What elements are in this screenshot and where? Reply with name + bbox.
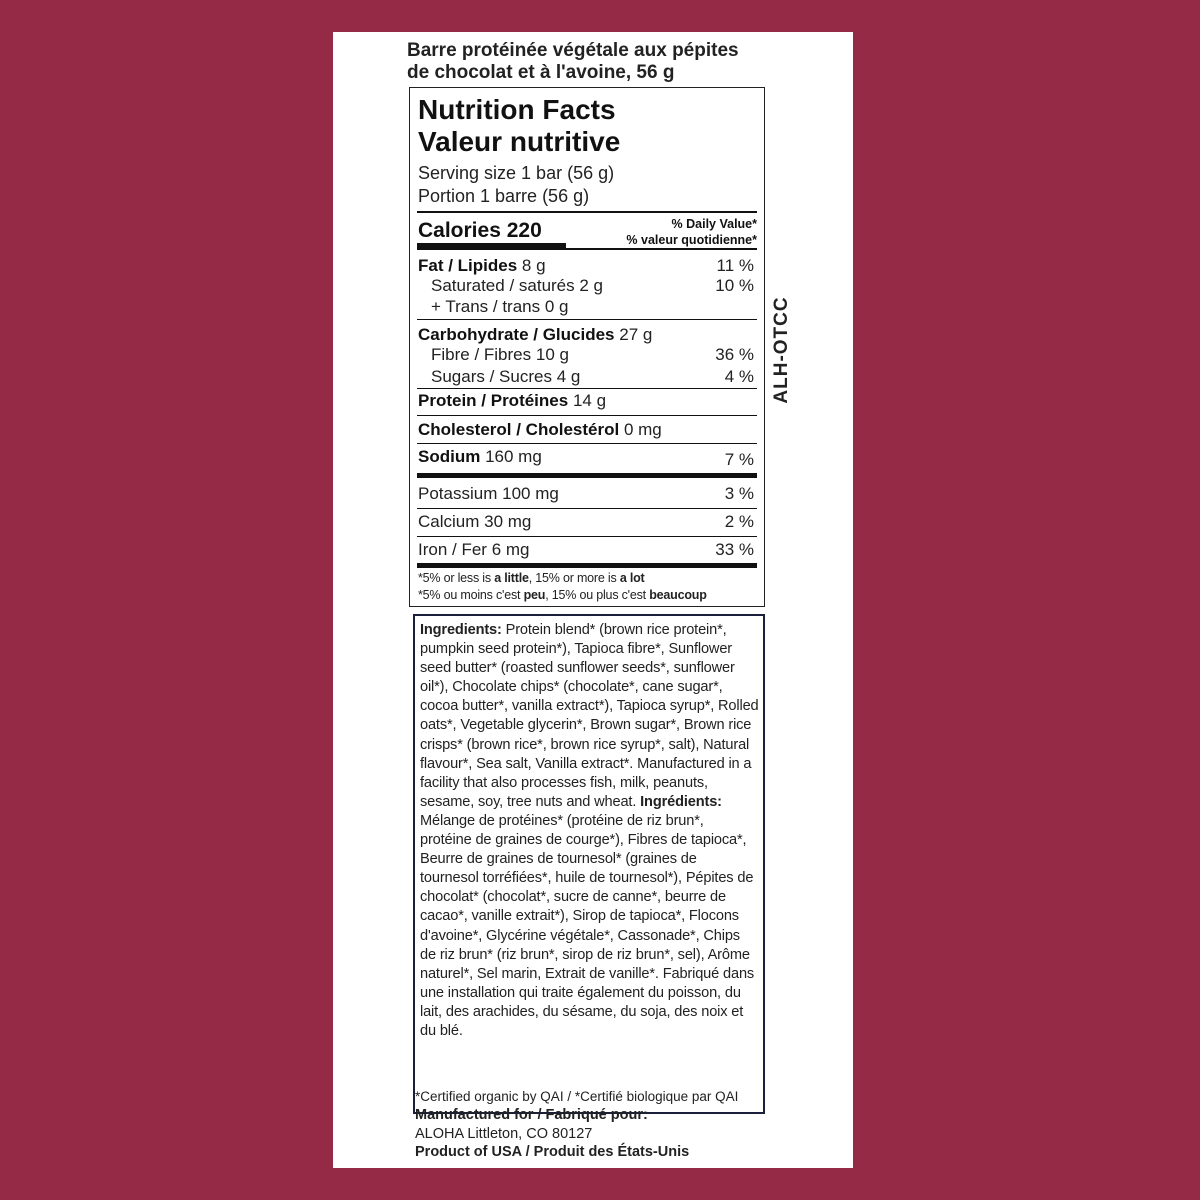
trans-label: + Trans / trans	[431, 297, 541, 316]
ingredients-box	[413, 614, 765, 1114]
saturated-label: Saturated / saturés	[431, 276, 575, 295]
side-code	[767, 290, 797, 410]
cholesterol-label: Cholesterol / Cholestérol	[418, 420, 620, 439]
footnote-en-text: *5% or less is	[418, 571, 495, 585]
sugars-label: Sugars / Sucres	[431, 367, 552, 386]
iron-label: Iron / Fer	[418, 540, 487, 559]
ingredients-label-fr: Ingrédients:	[640, 793, 722, 810]
side-code-text: ALH-OTCC	[771, 296, 792, 404]
potassium-pct: 3 %	[724, 484, 754, 503]
manufacturer-address: ALOHA Littleton, CO 80127	[415, 1126, 593, 1142]
serving-size-en: Serving size 1 bar (56 g)	[418, 163, 615, 183]
fibre-amount: 10 g	[535, 345, 569, 364]
trans-amount: 0 g	[544, 297, 569, 316]
sodium-label: Sodium	[418, 447, 481, 466]
divider	[417, 508, 757, 509]
divider	[417, 443, 757, 444]
product-of: Product of USA / Produit des États-Unis	[415, 1144, 690, 1160]
ingredients-text	[420, 621, 759, 1041]
fat-pct: 11 %	[716, 256, 754, 275]
footnote-en-little: a little	[494, 571, 529, 585]
saturated-amount: 2 g	[579, 276, 604, 295]
label-panel	[333, 32, 853, 1168]
ingredients-en: Protein blend* (brown rice protein*, pumpkin seed protein*), Tapioca fibre*, Sunflower seed butter* (roasted sunflower seeds*, sunflower oil*), Chocolate chips* (chocolate*, cane sugar*, cocoa butter*, vanilla extract*), Tapioca syrup*, Rolled oats*, Vegetable glycerin*, Brown sugar*, Brown rice crisps* (brown rice*, brown rice syrup*, salt), Natural flavour*, Sea salt, Vanilla extract*. Manufactured in a facility that also processes fish, milk, peanuts, sesame, soy, tree nuts and wheat.	[420, 622, 759, 810]
manufactured-for: Manufactured for / Fabriqué pour:	[415, 1107, 648, 1123]
product-title	[407, 40, 847, 84]
daily-value-en: % Daily Value*	[671, 217, 757, 231]
divider	[417, 415, 757, 416]
sugars-pct: 4 %	[724, 367, 754, 386]
sodium-amount: 160 mg	[485, 447, 542, 466]
calories-label: Calories	[418, 219, 501, 242]
certified-organic: *Certified organic by QAI / *Certifié biologique par QAI	[415, 1089, 739, 1104]
divider	[417, 536, 757, 537]
nutrition-title-fr: Valeur nutritive	[418, 126, 621, 157]
calcium-pct: 2 %	[724, 512, 754, 531]
potassium-amount: 100 mg	[502, 484, 559, 503]
divider	[417, 248, 757, 250]
fat-label: Fat / Lipides	[418, 256, 518, 275]
divider	[417, 388, 757, 389]
fat-amount: 8 g	[521, 256, 546, 275]
calcium-label: Calcium	[418, 512, 480, 531]
divider	[417, 211, 757, 213]
footnote-fr	[418, 587, 707, 604]
footnote-fr-peu: peu	[523, 588, 546, 602]
calories	[418, 219, 542, 243]
nutrition-title-en: Nutrition Facts	[418, 94, 616, 125]
saturated-pct: 10 %	[715, 276, 754, 295]
calories-value: 220	[506, 219, 542, 242]
product-title-line-1: Barre protéinée végétale aux pépites	[407, 40, 739, 61]
carbohydrate-amount: 27 g	[619, 325, 653, 344]
iron-amount: 6 mg	[491, 540, 530, 559]
nutrition-facts-heading	[418, 94, 620, 158]
divider	[417, 319, 757, 320]
potassium-label: Potassium	[418, 484, 498, 503]
product-title-line-2: de chocolat et à l'avoine, 56 g	[407, 62, 675, 83]
footnote-en-text: , 15% or more is	[528, 571, 620, 585]
protein-amount: 14 g	[572, 391, 607, 410]
ingredients-fr: Mélange de protéines* (protéine de riz brun*, protéine de graines de courge*), Fibres de tapioca*, Beurre de graines de tournesol* (graines de tournesol torréfiées*, huile de tournesol*), Pépites de chocolat* (chocolat*, sucre de canne*, beurre de cacao*, vanille extrait*), Sirop de tapioca*, Flocons d'avoine*, Glycérine végétale*, Cassonade*, Chips de riz brun* (riz brun*, sirop de riz brun*, sel), Arôme naturel*, Sel marin, Extrait de vanille*. Fabriqué dans une installation qui traite également du poisson, du lait, des arachides, du sésame, du soja, des noix et du blé.	[420, 812, 755, 1039]
footnote-fr-beaucoup: beaucoup	[649, 588, 707, 602]
daily-value-header	[626, 216, 757, 248]
footnote-en-lot: a lot	[619, 571, 645, 585]
protein-label: Protein / Protéines	[418, 391, 569, 410]
footnote-en	[418, 570, 645, 587]
sodium-pct: 7 %	[724, 450, 754, 469]
serving-size-fr: Portion 1 barre (56 g)	[418, 186, 590, 206]
daily-value-fr: % valeur quotidienne*	[626, 233, 757, 247]
nutrition-facts-table	[409, 87, 765, 607]
fibre-pct: 36 %	[715, 345, 754, 364]
thick-divider	[417, 563, 757, 568]
fibre-label: Fibre / Fibres	[431, 345, 532, 364]
ingredients-label-en: Ingredients:	[420, 622, 502, 638]
thick-divider	[417, 473, 757, 478]
footnote-fr-text: , 15% ou plus c'est	[545, 588, 650, 602]
calcium-amount: 30 mg	[484, 512, 532, 531]
footnote-fr-text: *5% ou moins c'est	[418, 588, 524, 602]
sugars-amount: 4 g	[556, 367, 581, 386]
iron-pct: 33 %	[715, 540, 754, 559]
carbohydrate-label: Carbohydrate / Glucides	[418, 325, 615, 344]
cholesterol-amount: 0 mg	[623, 420, 662, 439]
